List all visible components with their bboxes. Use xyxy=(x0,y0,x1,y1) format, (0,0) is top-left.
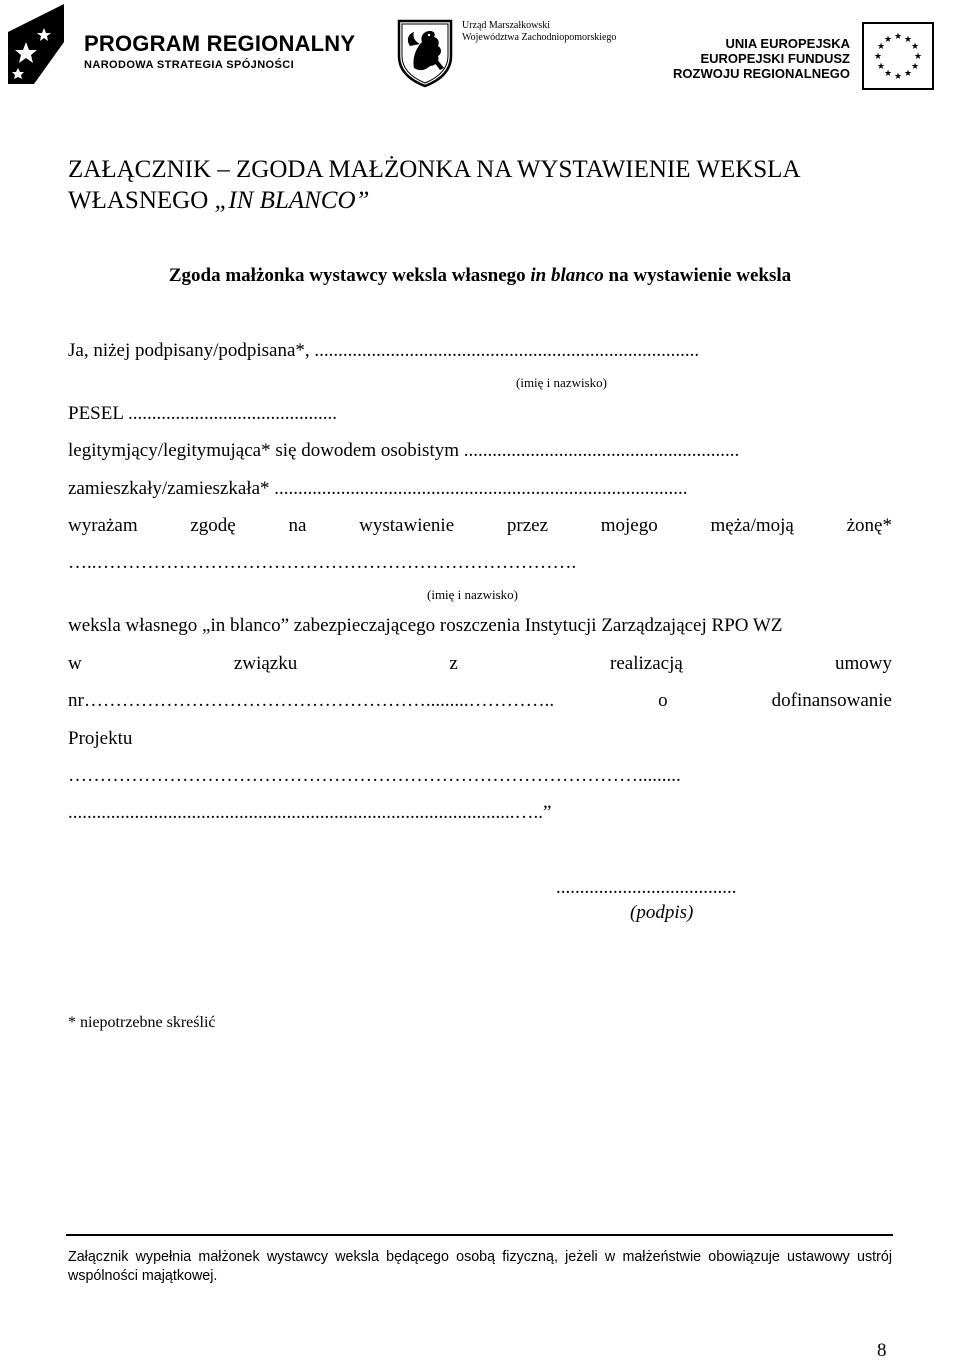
urzad-line2: Województwa Zachodniopomorskiego xyxy=(462,32,617,43)
assoc-word: umowy xyxy=(835,653,892,674)
project-label: Projektu xyxy=(68,728,133,749)
svg-text:★: ★ xyxy=(913,52,923,62)
urzad-line1: Urząd Marszałkowski xyxy=(462,20,551,31)
urzad-marszalkowski-label xyxy=(462,20,616,44)
consent-word: zgodę xyxy=(190,515,236,536)
footnote-marker-note: * niepotrzebne skreślić xyxy=(68,1014,216,1031)
agreement-number-dots: nr……………………………………………….........………….. xyxy=(68,690,555,711)
subtitle-after: na wystawienie weksla xyxy=(603,265,792,286)
pesel-line: PESEL ............................................ xyxy=(68,403,337,424)
svg-text:★: ★ xyxy=(893,72,903,82)
svg-text:★: ★ xyxy=(883,69,893,79)
signature-dots: ...................................... xyxy=(556,877,737,898)
name-caption-2: (imię i nazwisko) xyxy=(427,587,518,602)
program-title: PROGRAM REGIONALNY xyxy=(84,31,356,56)
footer-note: Załącznik wypełnia małżonek wystawcy weksla będącego osobą fizyczną, jeżeli w małżeństwie obowiązuje ustawowy ustrój wspólności majątkowej. xyxy=(68,1249,892,1284)
assoc-word: w xyxy=(68,653,82,674)
svg-text:★: ★ xyxy=(876,42,886,52)
declarant-line: Ja, niżej podpisany/podpisana*, ................................................................................. xyxy=(68,340,700,361)
title-line1: ZAŁĄCZNIK – ZGODA MAŁŻONKA NA WYSTAWIENIE WEKSLA xyxy=(68,156,801,183)
agreement-word: dofinansowanie xyxy=(771,690,892,711)
agreement-number-line xyxy=(68,690,892,712)
svg-text:★: ★ xyxy=(883,35,893,45)
document-title xyxy=(68,154,892,216)
title-line2-italic: „IN BLANCO” xyxy=(214,187,370,214)
svg-text:★: ★ xyxy=(903,35,913,45)
eu-line1: UNIA EUROPEJSKA xyxy=(725,36,850,51)
svg-text:★: ★ xyxy=(910,62,920,72)
svg-text:★: ★ xyxy=(876,62,886,72)
spouse-name-dots: …..…………………………………………………………………. xyxy=(68,552,577,573)
project-dots-1: ………………………………………………………………………………......... xyxy=(68,765,681,786)
consent-word: mojego xyxy=(600,515,658,536)
name-caption-1: (imię i nazwisko) xyxy=(516,375,607,390)
consent-word: wystawienie xyxy=(359,515,455,536)
program-regionalny-logo-icon xyxy=(4,2,68,86)
assoc-word: z xyxy=(449,653,458,674)
program-subtitle: NARODOWA STRATEGIA SPÓJNOŚCI xyxy=(84,59,295,71)
assoc-word: realizacją xyxy=(610,653,683,674)
title-line2-plain: WŁASNEGO xyxy=(68,187,215,214)
svg-text:★: ★ xyxy=(893,32,903,42)
consent-word: wyrażam xyxy=(68,515,138,536)
eu-label xyxy=(640,36,850,81)
consent-word: żonę* xyxy=(846,515,892,536)
signature-label: (podpis) xyxy=(630,902,694,923)
svg-text:★: ★ xyxy=(903,69,913,79)
consent-word: przez xyxy=(506,515,549,536)
footer-divider xyxy=(66,1234,893,1236)
eu-flag-icon xyxy=(862,22,934,90)
assoc-word: związku xyxy=(233,653,298,674)
subtitle-before: Zgoda małżonka wystawcy weksla własnego xyxy=(168,265,531,286)
title-line2 xyxy=(68,185,892,216)
agreement-word: o xyxy=(658,690,668,711)
eu-line2: EUROPEJSKI FUNDUSZ xyxy=(700,51,850,66)
promissory-note-line: weksla własnego „in blanco” zabezpieczającego roszczenia Instytucji Zarządzającej RPO WZ xyxy=(68,615,783,636)
consent-word: męża/moją xyxy=(710,515,794,536)
svg-text:★: ★ xyxy=(873,52,883,62)
consent-word: na xyxy=(288,515,307,536)
project-dots-2: ..............................................................................................…..” xyxy=(68,802,552,823)
griffin-coat-of-arms-icon xyxy=(396,18,454,88)
subtitle-italic: in blanco xyxy=(530,265,604,286)
id-document-line: legitymjący/legitymująca* się dowodem osobistym .......................................................... xyxy=(68,440,740,461)
consent-line xyxy=(68,515,892,537)
association-line xyxy=(68,653,892,675)
eu-line3: ROZWOJU REGIONALNEGO xyxy=(673,66,850,81)
program-regionalny-logo-text xyxy=(84,32,355,72)
address-line: zamieszkały/zamieszkała* ....................................................................................... xyxy=(68,478,688,499)
document-subtitle xyxy=(0,265,960,287)
page-number: 8 xyxy=(877,1340,887,1361)
svg-text:★: ★ xyxy=(910,42,920,52)
